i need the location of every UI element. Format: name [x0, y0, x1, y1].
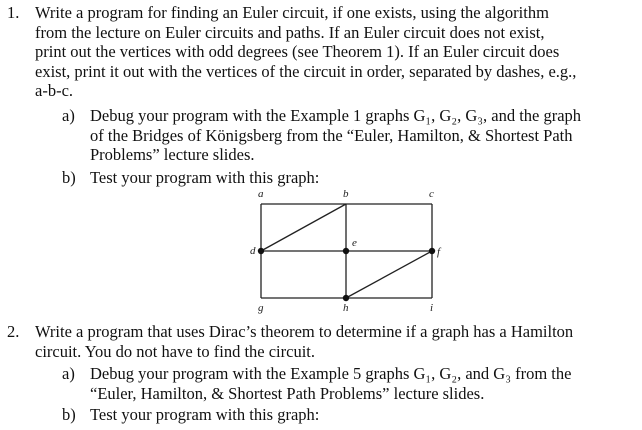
problem-text-line: from the lecture on Euler circuits and paths. If an Euler circuit does not exist, [35, 22, 545, 42]
graph-edge [346, 251, 432, 298]
problem-text-line: Write a program that uses Dirac’s theorem to determine if a graph has a Hamilton [35, 322, 574, 341]
part-label: b) [62, 168, 76, 187]
problem-2-part-a [62, 364, 632, 403]
problem-text-line: Write a program for finding an Euler circuit, if one exists, using the algorithm [35, 3, 549, 22]
problem-2 [7, 322, 635, 361]
problem-2-part-b [62, 405, 632, 425]
part-text-line: Problems” lecture slides. [90, 145, 255, 164]
vertex-i-label: i [430, 302, 434, 314]
part-text-line: of the Bridges of Königsberg from the “Euler, Hamilton, & Shortest Path [90, 125, 573, 145]
vertex-h-label: h [343, 302, 349, 314]
problem-1 [7, 3, 635, 101]
vertex-h-dot [343, 295, 349, 301]
vertex-g-label: g [258, 302, 264, 314]
vertex-f-dot [429, 248, 435, 254]
vertex-b-label: b [343, 188, 349, 200]
part-label: a) [62, 106, 75, 125]
part-label: a) [62, 364, 75, 383]
euler-graph [236, 188, 456, 314]
problem-1-part-a [62, 106, 632, 165]
problem-text-line: exist, print it out with the vertices of the circuit in order, separated by dashes, e.g., [35, 61, 577, 81]
vertex-d-dot [258, 248, 264, 254]
vertex-e-dot [343, 248, 349, 254]
problem-text-line: a-b-c. [35, 81, 74, 100]
vertex-d-label: d [250, 245, 256, 257]
vertex-a-label: a [258, 188, 264, 200]
part-text-line: Debug your program with the Example 5 graphs G₁, G₂, and G₃ from the [90, 364, 572, 383]
vertex-f-label: f [437, 246, 441, 258]
problem-text-line: print out the vertices with odd degrees (see Theorem 1). If an Euler circuit does [35, 42, 560, 61]
part-text-line: Test your program with this graph: [90, 168, 320, 187]
problem-number: 1. [7, 3, 20, 22]
problem-1-part-b [62, 168, 632, 188]
part-text-line: “Euler, Hamilton, & Shortest Path Problems” lecture slides. [90, 383, 485, 403]
graph-edge [261, 204, 346, 251]
part-text-line: Debug your program with the Example 1 graphs G₁, G₂, G₃, and the graph [90, 106, 582, 125]
problem-number: 2. [7, 322, 20, 341]
vertex-e-label: e [352, 237, 357, 249]
problem-text-line: circuit. You do not have to find the circuit. [35, 341, 315, 361]
part-text-line: Test your program with this graph: [90, 405, 320, 424]
part-label: b) [62, 405, 76, 424]
vertex-c-label: c [429, 188, 434, 200]
